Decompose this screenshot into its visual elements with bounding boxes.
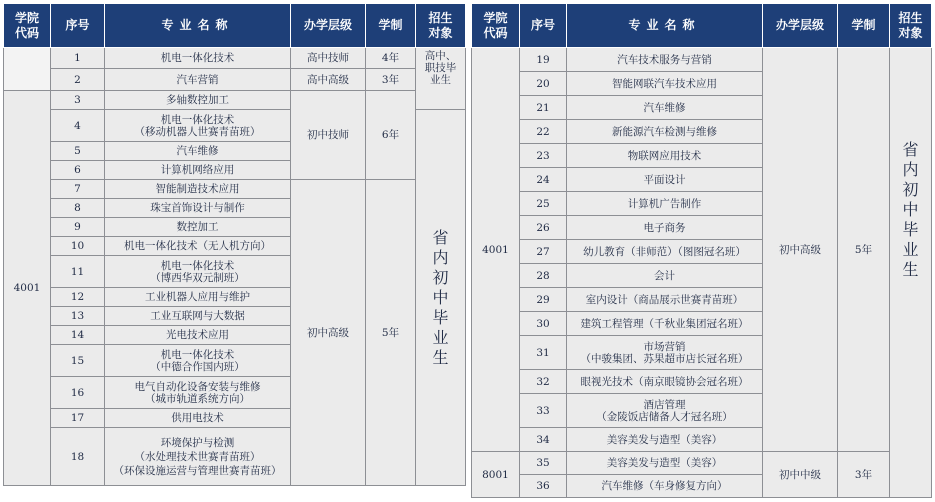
seq-cell: 18 — [51, 428, 105, 486]
major-cell: 汽车技术服务与营销 — [567, 48, 763, 72]
table-row — [472, 452, 932, 475]
years-cell: 6年 — [366, 91, 416, 180]
seq-cell: 14 — [51, 326, 105, 345]
major-cell: 工业机器人应用与维护 — [105, 288, 291, 307]
seq-cell: 24 — [520, 168, 567, 192]
seq-cell: 16 — [51, 377, 105, 409]
major-cell: 环境保护与检测 （水处理技术世赛青苗班） （环保设施运营与管理世赛青苗班） — [105, 428, 291, 486]
seq-cell: 30 — [520, 312, 567, 336]
college-code-cell — [4, 48, 51, 91]
major-cell: 供用电技术 — [105, 409, 291, 428]
seq-cell: 6 — [51, 161, 105, 180]
seq-cell: 29 — [520, 288, 567, 312]
level-cell: 高中技师 — [291, 48, 366, 69]
seq-cell: 23 — [520, 144, 567, 168]
seq-cell: 33 — [520, 394, 567, 428]
seq-cell: 34 — [520, 428, 567, 452]
seq-cell: 36 — [520, 475, 567, 498]
seq-cell: 20 — [520, 72, 567, 96]
seq-cell: 12 — [51, 288, 105, 307]
major-cell: 机电一体化技术 （移动机器人世赛青苗班） — [105, 110, 291, 142]
major-cell: 汽车维修 — [567, 96, 763, 120]
header-row — [472, 4, 932, 48]
table-row — [4, 180, 466, 199]
seq-cell: 8 — [51, 199, 105, 218]
major-cell: 幼儿教育（非师范）（图图冠名班） — [567, 240, 763, 264]
seq-cell: 15 — [51, 345, 105, 377]
major-cell: 美容美发与造型（美容） — [567, 428, 763, 452]
header-major: 专业名称 — [567, 4, 763, 48]
seq-cell: 2 — [51, 69, 105, 91]
major-cell: 光电技术应用 — [105, 326, 291, 345]
major-cell: 机电一体化技术（无人机方向） — [105, 237, 291, 256]
target-cell: 省 内 初 中 毕 业 生 — [890, 48, 932, 498]
table-row — [4, 91, 466, 110]
major-cell: 物联网应用技术 — [567, 144, 763, 168]
college-code-cell: 8001 — [472, 452, 520, 498]
major-cell: 机电一体化技术 （中德合作国内班） — [105, 345, 291, 377]
seq-cell: 27 — [520, 240, 567, 264]
table-row — [4, 48, 466, 69]
seq-cell: 17 — [51, 409, 105, 428]
seq-cell: 28 — [520, 264, 567, 288]
left-enrollment-table — [3, 3, 466, 486]
header-target: 招生 对象 — [890, 4, 932, 48]
major-cell: 珠宝首饰设计与制作 — [105, 199, 291, 218]
table-row — [472, 48, 932, 72]
target-cell: 省 内 初 中 毕 业 生 — [416, 110, 466, 486]
major-cell: 机电一体化技术 — [105, 48, 291, 69]
major-cell: 机电一体化技术 （博西华双元制班） — [105, 256, 291, 288]
level-cell: 初中高级 — [291, 180, 366, 486]
header-level: 办学层级 — [763, 4, 838, 48]
header-target: 招生 对象 — [416, 4, 466, 48]
header-years: 学制 — [838, 4, 890, 48]
major-cell: 酒店管理 （金陵饭店储备人才冠名班） — [567, 394, 763, 428]
major-cell: 室内设计（商品展示世赛青苗班） — [567, 288, 763, 312]
major-cell: 汽车维修（车身修复方向） — [567, 475, 763, 498]
major-cell: 汽车维修 — [105, 142, 291, 161]
major-cell: 平面设计 — [567, 168, 763, 192]
major-cell: 会计 — [567, 264, 763, 288]
years-cell: 3年 — [838, 452, 890, 498]
major-cell: 电气自动化设备安装与维修 （城市轨道系统方向） — [105, 377, 291, 409]
years-cell: 5年 — [838, 48, 890, 452]
header-row — [4, 4, 466, 48]
major-cell: 美容美发与造型（美容） — [567, 452, 763, 475]
college-code-cell: 4001 — [472, 48, 520, 452]
major-cell: 眼视光技术（南京眼镜协会冠名班） — [567, 370, 763, 394]
level-cell: 初中中级 — [763, 452, 838, 498]
level-cell: 高中高级 — [291, 69, 366, 91]
major-cell: 智能网联汽车技术应用 — [567, 72, 763, 96]
header-level: 办学层级 — [291, 4, 366, 48]
major-cell: 建筑工程管理（千秋业集团冠名班） — [567, 312, 763, 336]
header-college-code: 学院 代码 — [4, 4, 51, 48]
seq-cell: 26 — [520, 216, 567, 240]
major-cell: 电子商务 — [567, 216, 763, 240]
seq-cell: 7 — [51, 180, 105, 199]
seq-cell: 25 — [520, 192, 567, 216]
seq-cell: 32 — [520, 370, 567, 394]
seq-cell: 9 — [51, 218, 105, 237]
seq-cell: 10 — [51, 237, 105, 256]
major-cell: 新能源汽车检测与维修 — [567, 120, 763, 144]
seq-cell: 13 — [51, 307, 105, 326]
major-cell: 计算机网络应用 — [105, 161, 291, 180]
major-cell: 市场营销 （中骏集团、苏果超市店长冠名班） — [567, 336, 763, 370]
major-cell: 多轴数控加工 — [105, 91, 291, 110]
seq-cell: 21 — [520, 96, 567, 120]
major-cell: 数控加工 — [105, 218, 291, 237]
years-cell: 4年 — [366, 48, 416, 69]
header-seq: 序号 — [51, 4, 105, 48]
header-college-code: 学院 代码 — [472, 4, 520, 48]
right-enrollment-table — [471, 3, 932, 498]
major-cell: 计算机广告制作 — [567, 192, 763, 216]
level-cell: 初中高级 — [763, 48, 838, 452]
seq-cell: 3 — [51, 91, 105, 110]
header-seq: 序号 — [520, 4, 567, 48]
major-cell: 汽车营销 — [105, 69, 291, 91]
years-cell: 5年 — [366, 180, 416, 486]
seq-cell: 4 — [51, 110, 105, 142]
table-row — [4, 69, 466, 91]
target-cell: 高中、 职技毕 业生 — [416, 48, 466, 110]
college-code-cell: 4001 — [4, 91, 51, 486]
level-cell: 初中技师 — [291, 91, 366, 180]
seq-cell: 22 — [520, 120, 567, 144]
seq-cell: 1 — [51, 48, 105, 69]
seq-cell: 11 — [51, 256, 105, 288]
major-cell: 工业互联网与大数据 — [105, 307, 291, 326]
major-cell: 智能制造技术应用 — [105, 180, 291, 199]
seq-cell: 5 — [51, 142, 105, 161]
years-cell: 3年 — [366, 69, 416, 91]
seq-cell: 19 — [520, 48, 567, 72]
seq-cell: 31 — [520, 336, 567, 370]
header-years: 学制 — [366, 4, 416, 48]
seq-cell: 35 — [520, 452, 567, 475]
header-major: 专业名称 — [105, 4, 291, 48]
